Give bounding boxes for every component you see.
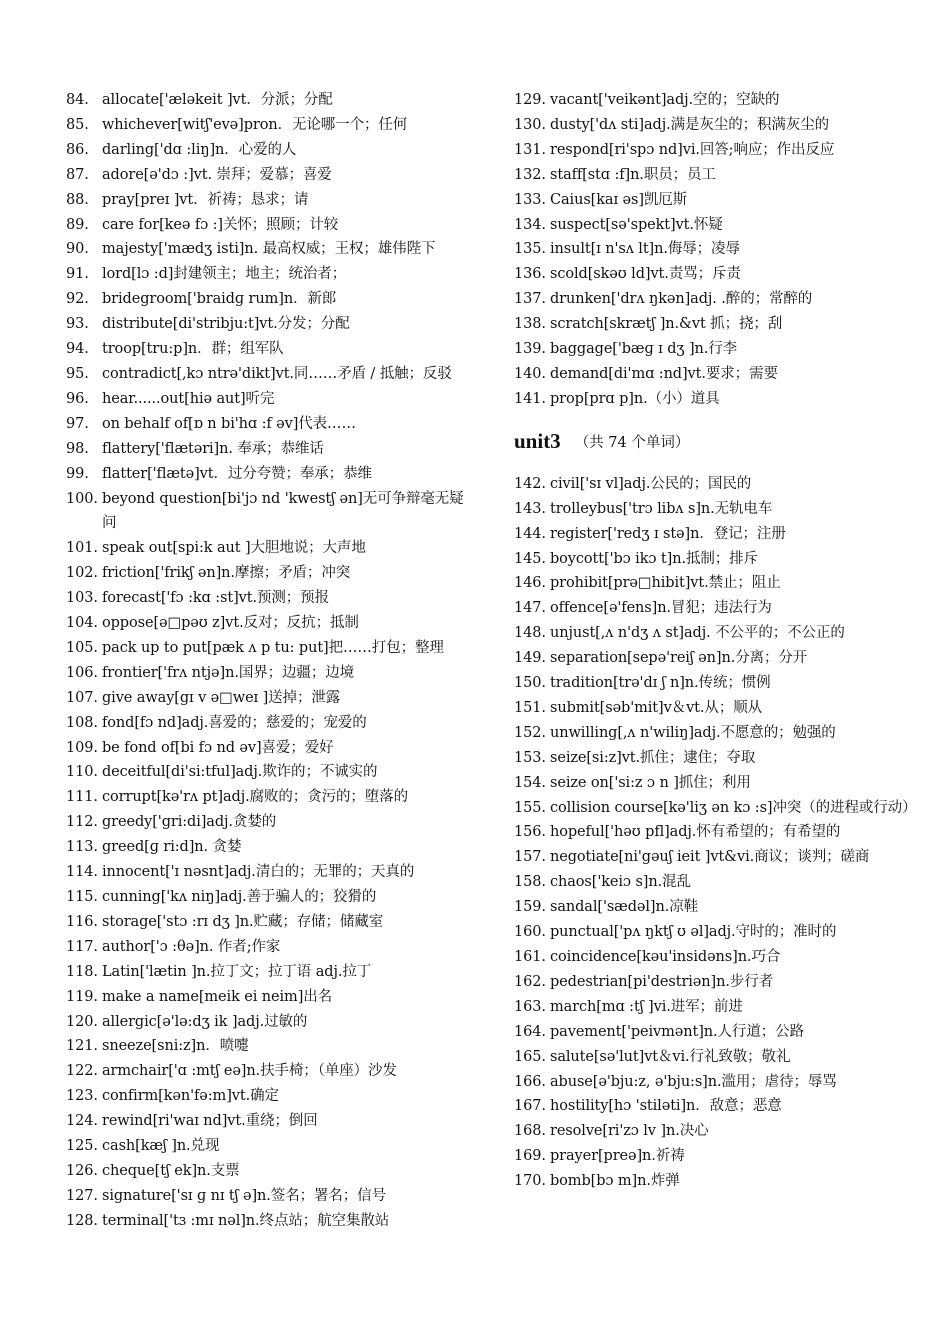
entry-text: whichever[witʃ'evə]pron．无论哪一个；任何 <box>102 116 408 133</box>
vocab-entry <box>66 138 470 163</box>
entry-number: 145. <box>514 550 546 567</box>
entry-number: 98. <box>66 440 89 457</box>
vocab-entry <box>514 771 910 796</box>
entry-number: 92. <box>66 291 89 308</box>
entry-number: 93. <box>66 316 89 333</box>
entry-text: care for[keə fɔ :]关怀；照顾；计较 <box>102 216 339 233</box>
entry-number: 113. <box>66 839 98 856</box>
entry-text: majesty['mædʒ isti]n. 最高权威；王权；雄伟陛下 <box>102 241 436 258</box>
entry-number: 112. <box>66 814 98 831</box>
vocab-entry <box>66 835 470 860</box>
entry-text: collision course[kə'liʒ ən kɔ :s]冲突（的进程或行动） <box>550 799 917 816</box>
vocab-entry <box>514 621 910 646</box>
entry-number: 157. <box>514 849 546 866</box>
vocab-entry <box>66 362 470 387</box>
entry-number: 132. <box>514 166 546 183</box>
entry-text: greed[ɡ ri:d]n. 贪婪 <box>102 839 242 856</box>
entry-text: prayer[preə]n.祈祷 <box>550 1148 685 1165</box>
vocab-entry <box>514 237 910 262</box>
entry-text: submit[səb'mit]v＆vt.从；顺从 <box>550 699 763 716</box>
entry-text: seize on['si:z ɔ n ]抓住；利用 <box>550 774 751 791</box>
entry-text: negotiate[ni'gəuʃ ieit ]vt&vi.商议；谈判；磋商 <box>550 849 870 866</box>
entry-number: 125. <box>66 1138 98 1155</box>
entry-text: speak out[spi:k aut ]大胆地说；大声地 <box>102 540 366 557</box>
vocab-entry <box>514 571 910 596</box>
entry-text: distribute[di'stribju:t]vt.分发；分配 <box>102 316 350 333</box>
entry-text: fond[fɔ nd]adj.喜爱的；慈爱的；宠爱的 <box>102 714 367 731</box>
entry-number: 122. <box>66 1063 98 1080</box>
entry-number: 97. <box>66 415 89 432</box>
entry-number: 86. <box>66 141 89 158</box>
vocab-entry <box>514 472 910 497</box>
entry-number: 129. <box>514 92 546 108</box>
entry-number: 109. <box>66 739 98 756</box>
entry-number: 133. <box>514 191 546 208</box>
entry-text: contradict[,kɔ ntrə'dikt]vt.同……矛盾 / 抵触；反驳 <box>102 365 452 382</box>
vocab-entry <box>514 845 910 870</box>
vocab-entry <box>66 1209 470 1234</box>
entry-number: 85. <box>66 116 89 133</box>
unit-word-count: （共 74 个单词） <box>574 435 690 452</box>
entry-text: darling['dɑ :liŋ]n．心爱的人 <box>102 141 297 158</box>
entry-text: armchair['ɑ :mtʃ eə]n.扶手椅；（单座）沙发 <box>102 1063 397 1080</box>
vocab-entry <box>514 1094 910 1119</box>
entry-number: 156. <box>514 824 546 841</box>
entry-number: 108. <box>66 714 98 731</box>
vocab-entry <box>66 661 470 686</box>
right-column <box>514 88 917 1194</box>
entry-number: 167. <box>514 1098 546 1115</box>
entry-text: unwilling[,ʌ n'wiliŋ]adj.不愿意的；勉强的 <box>550 724 836 741</box>
vocab-entry <box>514 970 910 995</box>
entry-text: Latin['lætin ]n.拉丁文；拉丁语 adj.拉丁 <box>102 963 372 980</box>
entry-text: friction['frikʃ ən]n.摩擦；矛盾；冲突 <box>102 565 351 582</box>
vocab-entry <box>514 88 910 113</box>
entry-number: 164. <box>514 1023 546 1040</box>
entry-text: abuse[ə'bju:z, ə'bju:s]n.滥用；虐待；辱骂 <box>550 1073 837 1090</box>
entry-text: author['ɔ :θə]n. 作者;作家 <box>102 938 281 955</box>
vocab-entry <box>66 337 470 362</box>
entry-text: chaos['keiɔ s]n.混乱 <box>550 874 691 891</box>
entry-text: hopeful['həʊ pfl]adj.怀有希望的；有希望的 <box>550 824 841 841</box>
entry-text: pavement['peivmənt]n.人行道；公路 <box>550 1023 804 1040</box>
entry-text: vacant['veikənt]adj.空的；空缺的 <box>550 92 780 108</box>
vocab-entry <box>66 1134 470 1159</box>
entry-number: 111. <box>66 789 98 806</box>
vocab-entry <box>514 671 910 696</box>
entry-number: 143. <box>514 500 546 517</box>
entry-number: 165. <box>514 1048 546 1065</box>
vocab-entry <box>514 497 910 522</box>
entry-number: 121. <box>66 1038 98 1055</box>
vocab-entry <box>66 885 470 910</box>
entry-number: 131. <box>514 141 546 158</box>
entry-text: resolve[ri'zɔ lv ]n.决心 <box>550 1123 709 1140</box>
entry-number: 114. <box>66 864 98 881</box>
entry-text: confirm[kən'fə:m]vt.确定 <box>102 1088 279 1105</box>
left-column <box>66 88 470 1234</box>
entry-text: salute[sə'lut]vt＆vi.行礼致敬；敬礼 <box>550 1048 791 1065</box>
entry-text: pack up to put[pæk ʌ p tu: put]把……打包；整理 <box>102 639 444 656</box>
entry-text: hear......out[hiə aut]听完 <box>102 390 275 407</box>
vocab-entry <box>66 935 470 960</box>
entry-text: flatter['flætə]vt．过分夸赞；奉承；恭维 <box>102 465 372 482</box>
entry-number: 144. <box>514 525 546 542</box>
entry-number: 102. <box>66 565 98 582</box>
vocab-entry <box>66 711 470 736</box>
entry-number: 147. <box>514 600 546 617</box>
entry-number: 91. <box>66 266 89 283</box>
vocab-entry <box>66 188 470 213</box>
entry-text: unjust[,ʌ n'dʒ ʌ st]adj. 不公平的；不公正的 <box>550 625 845 642</box>
entry-number: 151. <box>514 699 546 716</box>
entry-number: 103. <box>66 590 98 607</box>
right-column-top-list <box>514 88 910 412</box>
vocab-entry <box>514 262 910 287</box>
entry-text: deceitful[di'si:tful]adj.欺诈的；不诚实的 <box>102 764 378 781</box>
entry-text: coincidence[kəu'insidəns]n.巧合 <box>550 949 781 965</box>
entry-number: 120. <box>66 1013 98 1030</box>
vocab-entry <box>66 760 470 785</box>
entry-text: offence[ə'fens]n.冒犯；违法行为 <box>550 600 772 617</box>
vocab-entry <box>514 522 910 547</box>
entry-text: give away[gɪ v ə□weɪ ]送掉；泄露 <box>102 689 341 706</box>
entry-number: 158. <box>514 874 546 891</box>
vocab-entry <box>514 1169 910 1194</box>
vocab-entry <box>66 312 470 337</box>
entry-number: 84. <box>66 92 89 108</box>
vocab-entry <box>66 487 470 537</box>
entry-number: 110. <box>66 764 98 781</box>
vocab-entry <box>514 895 910 920</box>
entry-number: 140. <box>514 365 546 382</box>
entry-number: 115. <box>66 889 98 905</box>
entry-number: 169. <box>514 1148 546 1165</box>
entry-number: 162. <box>514 973 546 990</box>
vocab-entry <box>66 262 470 287</box>
entry-text: greedy['gri:di]adj.贪婪的 <box>102 814 277 831</box>
vocab-entry <box>514 287 910 312</box>
vocab-entry <box>66 1059 470 1084</box>
vocab-entry <box>514 721 910 746</box>
entry-number: 94. <box>66 341 89 358</box>
vocab-entry <box>66 636 470 661</box>
entry-text: terminal['tɜ :mɪ nəl]n.终点站；航空集散站 <box>102 1212 390 1229</box>
right-column-bottom-list <box>514 472 917 1194</box>
vocab-entry <box>66 536 470 561</box>
entry-text: punctual['pʌ ŋktʃ ʊ əl]adj.守时的；准时的 <box>550 924 837 941</box>
entry-number: 149. <box>514 650 546 667</box>
entry-number: 153. <box>514 749 546 766</box>
vocab-entry <box>66 810 470 835</box>
vocab-entry <box>514 646 910 671</box>
entry-text: insult[ɪ n'sʌ lt]n.侮辱；凌辱 <box>550 241 740 258</box>
entry-text: storage['stɔ :rɪ dʒ ]n.贮藏；存储；储藏室 <box>102 913 384 930</box>
entry-text: cunning['kʌ niŋ]adj.善于骗人的；狡猾的 <box>102 889 377 905</box>
entry-text: allocate['æləkeit ]vt．分派；分配 <box>102 92 333 108</box>
entry-text: oppose[ə□pəʊ z]vt.反对；反抗；抵制 <box>102 615 359 632</box>
vocab-entry <box>514 870 910 895</box>
entry-number: 141. <box>514 390 546 407</box>
vocab-entry <box>66 163 470 188</box>
entry-number: 166. <box>514 1073 546 1090</box>
entry-text: allergic[ə'lə:dʒ ik ]adj.过敏的 <box>102 1013 308 1030</box>
vocab-entry <box>66 586 470 611</box>
entry-text: forecast['fɔ :kɑ :st]vt.预测；预报 <box>102 590 329 607</box>
entry-number: 90. <box>66 241 89 258</box>
entry-number: 107. <box>66 689 98 706</box>
vocab-entry <box>66 113 470 138</box>
entry-text: sneeze[sni:z]n．喷嚏 <box>102 1038 249 1055</box>
vocab-entry <box>514 1144 910 1169</box>
entry-text: troop[tru:p]n．群；组军队 <box>102 341 284 358</box>
entry-text: Caius[kaɪ əs]凯厄斯 <box>550 191 688 208</box>
vocab-entry <box>514 945 910 970</box>
entry-text: baggage['bæɡ ɪ dʒ ]n.行李 <box>550 341 738 358</box>
vocab-entry <box>66 1109 470 1134</box>
entry-number: 123. <box>66 1088 98 1105</box>
entry-text: make a name[meik ei neim]出名 <box>102 988 333 1005</box>
entry-text: pray[preɪ ]vt．祈祷；恳求；请 <box>102 191 309 208</box>
entry-text: frontier['frʌ ntjə]n.国界；边疆；边境 <box>102 664 355 681</box>
vocab-entry <box>66 985 470 1010</box>
entry-number: 135. <box>514 241 546 258</box>
vocab-entry <box>514 1119 910 1144</box>
entry-text: respond[ri'spɔ nd]vi.回答;响应；作出反应 <box>550 141 835 158</box>
entry-text: adore[ə'dɔ :]vt. 崇拜；爱慕；喜爱 <box>102 166 332 183</box>
vocab-entry <box>66 462 470 487</box>
vocab-entry <box>66 1034 470 1059</box>
vocab-entry <box>66 785 470 810</box>
entry-number: 104. <box>66 615 98 632</box>
entry-number: 127. <box>66 1187 98 1204</box>
entry-number: 170. <box>514 1173 546 1190</box>
entry-number: 116. <box>66 913 98 930</box>
vocab-entry <box>66 561 470 586</box>
entry-number: 99. <box>66 465 89 482</box>
entry-text: separation[sepə'reiʃ ən]n.分离；分开 <box>550 650 808 667</box>
entry-text: cheque[tʃ ek]n.支票 <box>102 1162 240 1179</box>
entry-number: 146. <box>514 575 546 592</box>
vocab-entry <box>514 696 910 721</box>
entry-number: 100. <box>66 490 98 507</box>
vocab-entry <box>514 163 910 188</box>
vocab-entry <box>514 920 910 945</box>
entry-number: 95. <box>66 365 89 382</box>
vocab-entry <box>514 596 910 621</box>
vocab-entry <box>66 387 470 412</box>
entry-number: 168. <box>514 1123 546 1140</box>
vocab-entry <box>514 1020 910 1045</box>
vocab-entry <box>514 746 910 771</box>
entry-text: corrupt[kə'rʌ pt]adj.腐败的；贪污的；堕落的 <box>102 789 409 806</box>
vocab-entry <box>66 287 470 312</box>
entry-number: 101. <box>66 540 98 557</box>
vocab-entry <box>66 237 470 262</box>
entry-text: dusty['dʌ sti]adj.满是灰尘的；积满灰尘的 <box>550 116 829 133</box>
entry-number: 105. <box>66 639 98 656</box>
entry-number: 89. <box>66 216 89 233</box>
vocab-entry <box>66 1084 470 1109</box>
entry-number: 117. <box>66 938 98 955</box>
entry-text: beyond question[bi'jɔ nd 'kwestʃ ən]无可争辩毫无疑问 <box>102 490 464 532</box>
entry-number: 136. <box>514 266 546 283</box>
entry-text: innocent['ɪ nəsnt]adj.清白的；无罪的；天真的 <box>102 864 415 881</box>
vocab-entry <box>66 412 470 437</box>
entry-number: 154. <box>514 774 546 791</box>
entry-number: 126. <box>66 1162 98 1179</box>
vocab-entry <box>514 188 910 213</box>
vocab-entry <box>514 312 910 337</box>
entry-text: bridegroom['braidɡ rum]n．新郎 <box>102 291 337 308</box>
entry-text: scold[skəʊ ld]vt.责骂；斥责 <box>550 266 741 283</box>
entry-number: 137. <box>514 291 546 308</box>
vocab-entry <box>66 910 470 935</box>
vocab-entry <box>514 213 910 238</box>
entry-text: signature['sɪ ɡ nɪ tʃ ə]n.签名；署名；信号 <box>102 1187 386 1204</box>
entry-number: 163. <box>514 998 546 1015</box>
entry-number: 150. <box>514 675 546 692</box>
entry-text: trolleybus['trɔ libʌ s]n.无轨电车 <box>550 500 773 517</box>
entry-text: civil['sɪ vl]adj.公民的；国民的 <box>550 475 752 492</box>
vocab-entry <box>514 820 910 845</box>
entry-text: rewind[ri'waɪ nd]vt.重绕；倒回 <box>102 1113 318 1130</box>
entry-text: on behalf of[ɒ n bi'hɑ :f əv]代表…… <box>102 415 356 432</box>
vocab-entry <box>66 611 470 636</box>
entry-text: be fond of[bi fɔ nd əv]喜爱；爱好 <box>102 739 334 756</box>
entry-text: march[mɑ :tʃ ]vi.进军；前进 <box>550 998 743 1015</box>
entry-text: cash[kæʃ ]n.兑现 <box>102 1138 220 1155</box>
entry-text: prohibit[prə□hibit]vt.禁止；阻止 <box>550 575 781 592</box>
entry-text: flattery['flætəri]n. 奉承；恭维话 <box>102 440 324 457</box>
entry-text: pedestrian[pi'destriən]n.步行者 <box>550 973 774 990</box>
entry-number: 148. <box>514 625 546 642</box>
entry-number: 118. <box>66 963 98 980</box>
entry-number: 106. <box>66 664 98 681</box>
entry-text: scratch[skrætʃ ]n.&vt 抓；挠；刮 <box>550 316 783 333</box>
entry-number: 119. <box>66 988 98 1005</box>
unit-heading <box>514 412 910 472</box>
entry-number: 138. <box>514 316 546 333</box>
vocab-entry <box>66 686 470 711</box>
entry-number: 161. <box>514 949 546 965</box>
entry-number: 160. <box>514 924 546 941</box>
entry-number: 139. <box>514 341 546 358</box>
entry-number: 96. <box>66 390 89 407</box>
vocab-entry <box>514 138 910 163</box>
entry-text: bomb[bɔ m]n.炸弹 <box>550 1173 680 1190</box>
entry-number: 159. <box>514 899 546 916</box>
vocab-entry <box>514 362 910 387</box>
entry-number: 155. <box>514 799 546 816</box>
vocab-entry <box>514 547 910 572</box>
entry-text: seize[si:z]vt.抓住；逮住；夺取 <box>550 749 756 766</box>
entry-text: hostility[hɔ 'stiləti]n．敌意；恶意 <box>550 1098 782 1115</box>
entry-text: boycott['bɔ ikɔ t]n.抵制；排斥 <box>550 550 758 567</box>
entry-number: 128. <box>66 1212 98 1229</box>
vocab-entry <box>66 437 470 462</box>
vocab-entry <box>514 1045 910 1070</box>
entry-text: sandal['sædəl]n.凉鞋 <box>550 899 699 916</box>
vocab-entry <box>66 88 470 113</box>
entry-text: drunken['drʌ ŋkən]adj. .醉的；常醉的 <box>550 291 813 308</box>
entry-text: lord[lɔ :d]封建领主；地主；统治者； <box>102 266 347 283</box>
entry-number: 88. <box>66 191 89 208</box>
entry-text: tradition[trə'dɪ ʃ n]n.传统；惯例 <box>550 675 771 692</box>
vocab-entry <box>66 960 470 985</box>
entry-number: 142. <box>514 475 546 492</box>
vocab-entry <box>66 213 470 238</box>
entry-text: prop[prɑ p]n.（小）道具 <box>550 390 720 407</box>
entry-text: staff[stɑ :f]n.职员；员工 <box>550 166 716 183</box>
vocab-entry <box>514 796 917 821</box>
entry-number: 124. <box>66 1113 98 1130</box>
entry-number: 130. <box>514 116 546 133</box>
vocab-entry <box>514 995 910 1020</box>
entry-text: demand[di'mɑ :nd]vt.要求；需要 <box>550 365 778 382</box>
entry-number: 134. <box>514 216 546 233</box>
vocab-entry <box>514 387 910 412</box>
vocab-entry <box>66 860 470 885</box>
vocab-entry <box>66 1159 470 1184</box>
entry-number: 152. <box>514 724 546 741</box>
unit-title: unit3 <box>514 429 561 454</box>
vocab-entry <box>514 1070 910 1095</box>
vocab-entry <box>66 1010 470 1035</box>
vocab-entry <box>514 337 910 362</box>
entry-number: 87. <box>66 166 89 183</box>
vocab-entry <box>66 736 470 761</box>
vocab-entry <box>66 1184 470 1209</box>
vocab-entry <box>514 113 910 138</box>
entry-text: suspect[sə'spekt]vt.怀疑 <box>550 216 723 233</box>
entry-text: register['redʒ ɪ stə]n．登记；注册 <box>550 525 786 542</box>
